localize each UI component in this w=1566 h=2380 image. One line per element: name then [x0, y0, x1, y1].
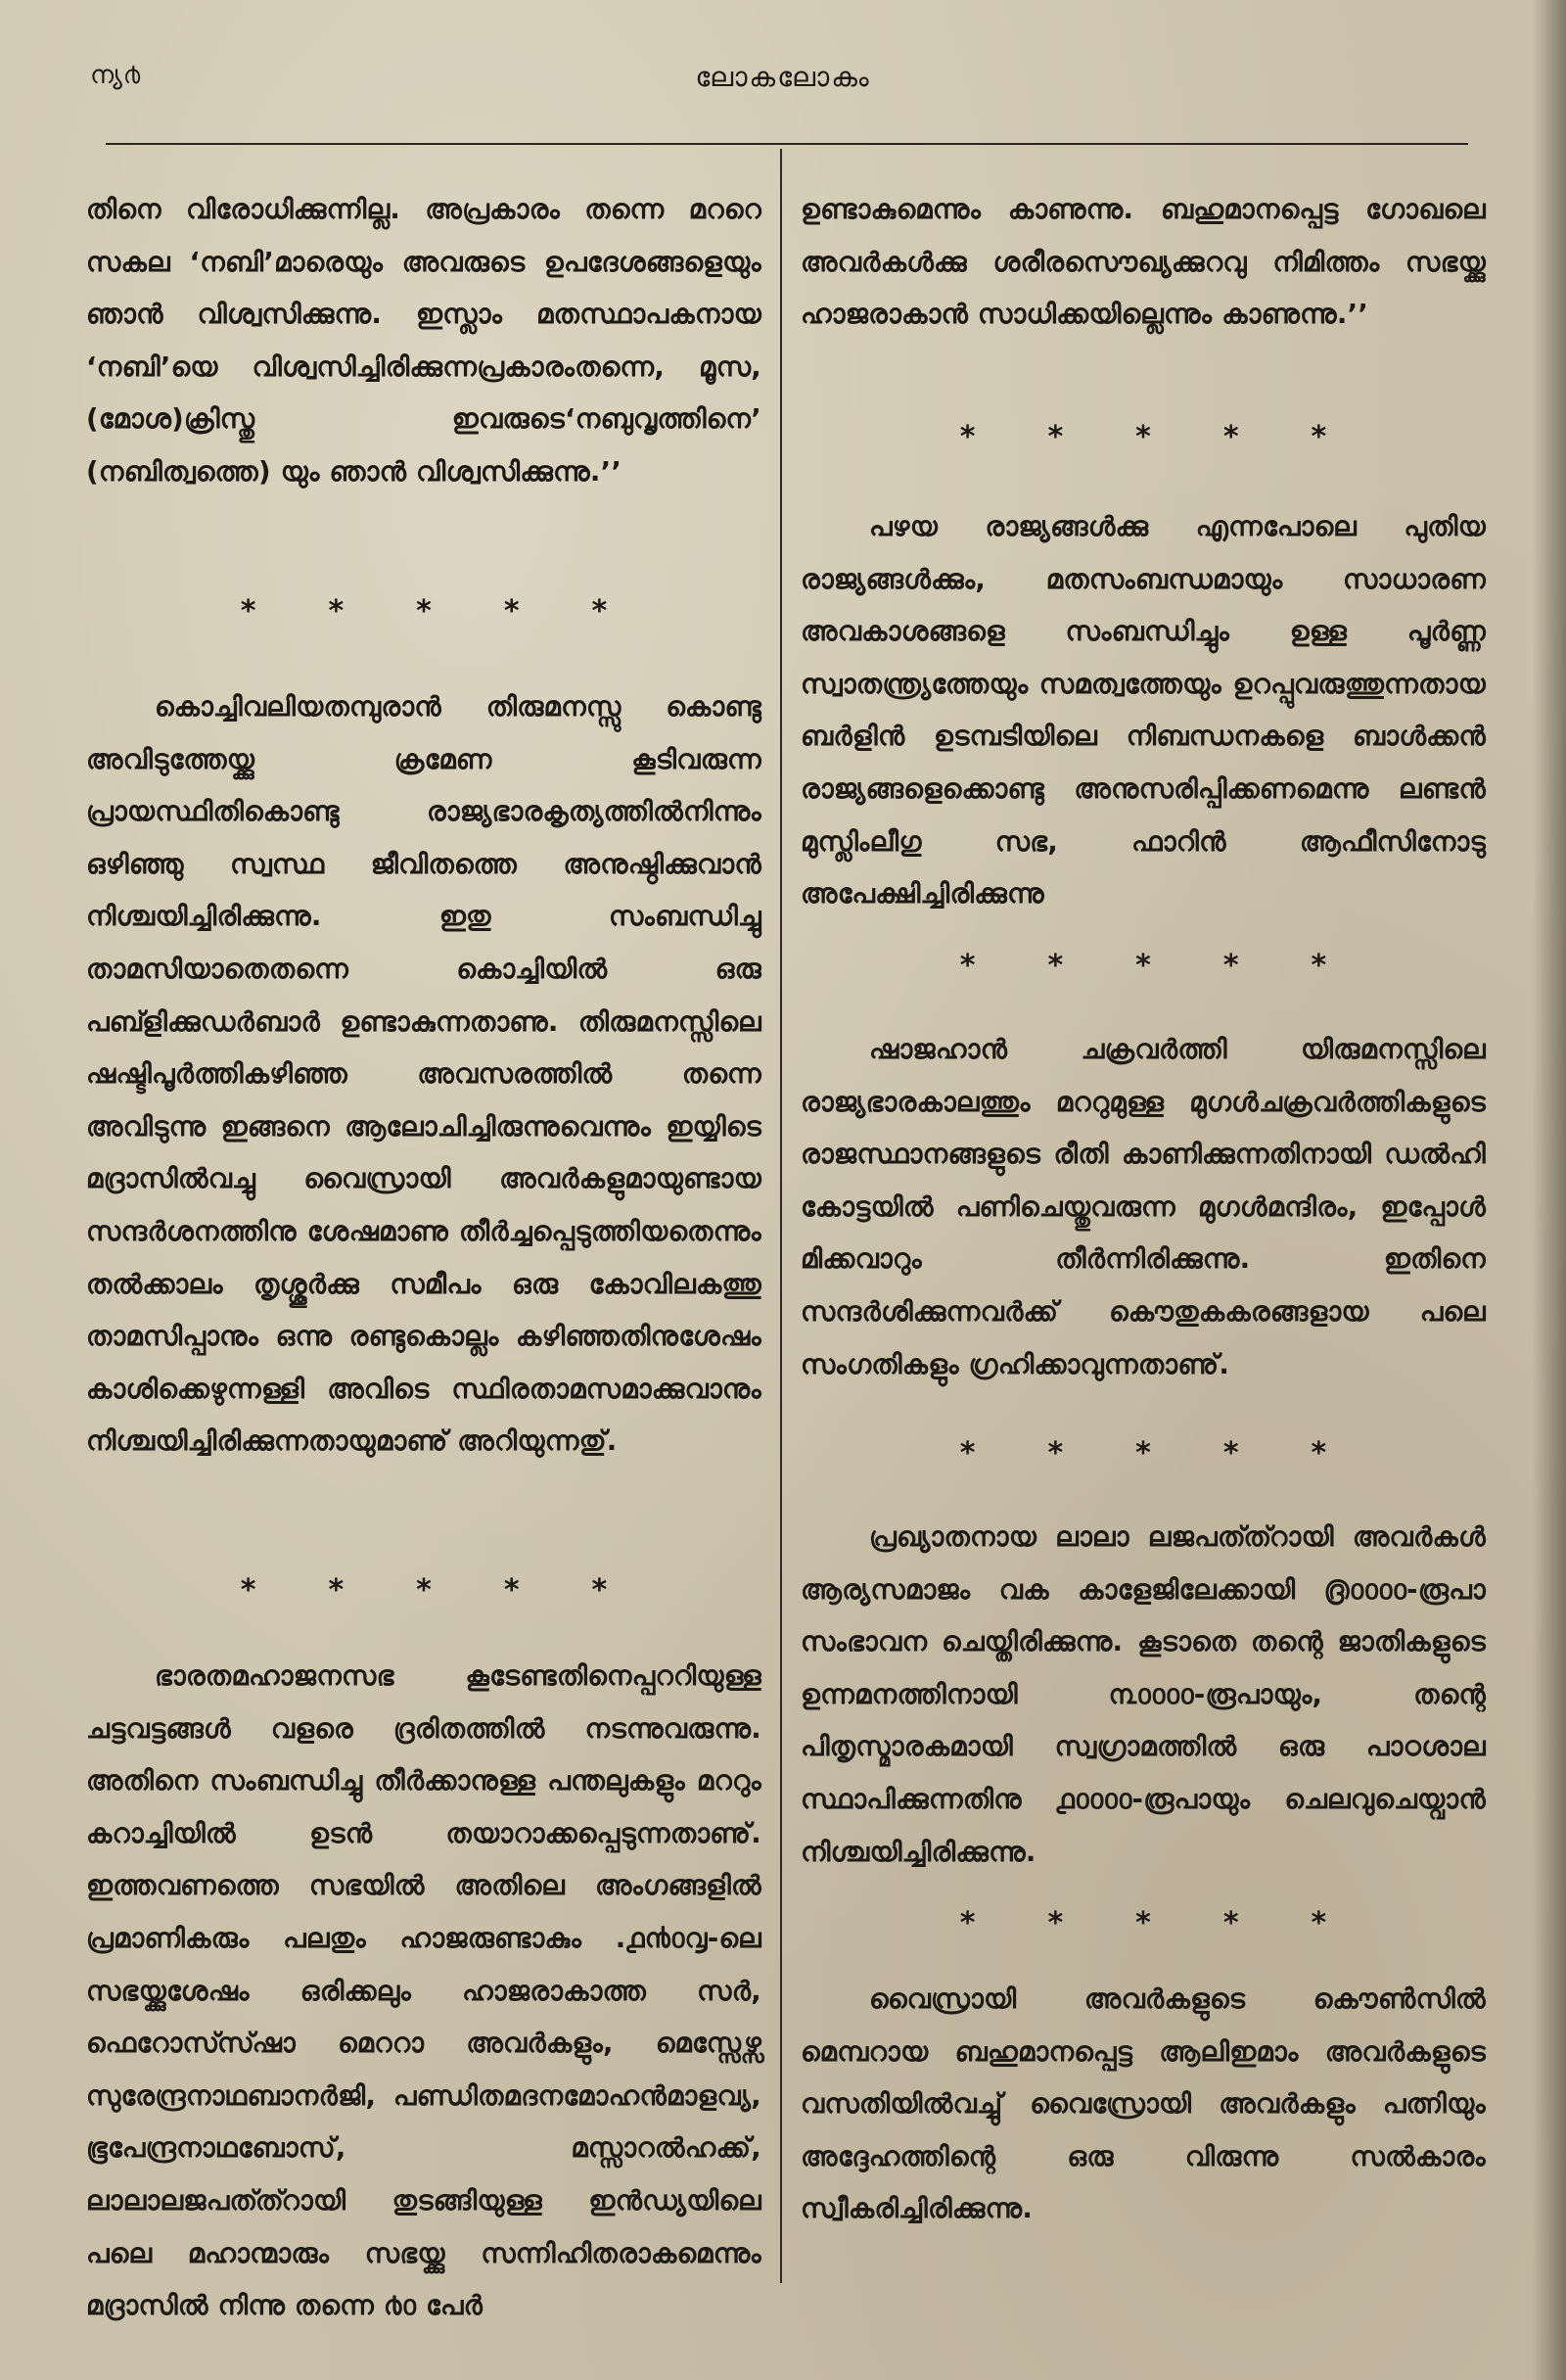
- article-paragraph: പഴയ രാജ്യങ്ങൾക്കു എന്നപോലെ പുതിയ രാജ്യങ്ങൾക്കും, മതസംബന്ധമായും സാധാരണ അവകാശങ്ങളെ സംബന്ധിച്ചും ഉള്ള പൂർണ്ണ സ്വാതന്ത്ര്യത്തേയും സമത്വത്തേയും ഉറപ്പുവരുത്തുന്നതായ ബർളിൻ ഉടമ്പടിയിലെ നിബന്ധനകളെ ബാൾക്കൻ രാജ്യങ്ങളെക്കൊണ്ടു അനുസരിപ്പിക്കണമെന്നു ലണ്ടൻ മുസ്ലിംലീഗു സഭ, ഫാറിൻ ആഫീസിനോടു അപേക്ഷിച്ചിരിക്കുന്നു: [801, 511, 1486, 910]
- section-separator: [801, 1906, 1486, 1940]
- star-ornament: *: [1135, 420, 1151, 454]
- article-paragraph: കൊച്ചിവലിയതമ്പുരാൻ തിരുമനസ്സു കൊണ്ടു അവിടുത്തേയ്ക്കു ക്രമേണ കൂടിവരുന്ന പ്രായസ്ഥിതികൊണ്ടു രാജ്യഭാരകൃത്യത്തിൽനിന്നും ഒഴിഞ്ഞു സ്വസ്ഥ ജീവിതത്തെ അനുഷ്ഠിക്കുവാൻ നിശ്ചയിച്ചിരിക്കുന്നു. ഇതു സംബന്ധിച്ചു താമസിയാതെതന്നെ കൊച്ചിയിൽ ഒരു പബ്ളിക്കുഡർബാർ ഉണ്ടാകുന്നതാണു. തിരുമനസ്സിലെ ഷഷ്ടിപൂർത്തികഴിഞ്ഞ അവസരത്തിൽ തന്നെ അവിടുന്നു ഇങ്ങനെ ആലോചിച്ചിരുന്നുവെന്നും ഇയ്യിടെ മദ്രാസിൽവച്ചു വൈസ്രായി അവർകളുമായുണ്ടായ സന്ദർശനത്തിനു ശേഷമാണു തീർച്ചപ്പെടുത്തിയതെന്നും തൽക്കാലം തൃശ്ശൂർക്കു സമീപം ഒരു കോവിലകത്തു താമസിപ്പാനും ഒന്നു രണ്ടുകൊല്ലം കഴിഞ്ഞതിനുശേഷം കാശിക്കെഴുന്നള്ളി അവിടെ സ്ഥിരതാമസമാക്കുവാനും നിശ്ചയിച്ചിരിക്കുന്നതായുമാണു് അറിയുന്നതു്.: [86, 691, 761, 1458]
- star-ornament: *: [1047, 949, 1064, 983]
- star-ornament: *: [591, 1573, 608, 1608]
- star-ornament: *: [503, 594, 520, 629]
- section-separator: [86, 594, 761, 629]
- star-ornament: *: [959, 1436, 976, 1470]
- star-ornament: *: [416, 594, 432, 629]
- star-ornament: *: [1222, 949, 1239, 983]
- journal-title: ലോകലോകം: [695, 61, 871, 93]
- star-ornament: *: [1311, 420, 1327, 454]
- star-ornament: *: [1222, 1436, 1239, 1470]
- left-column: [86, 184, 761, 2333]
- star-ornament: *: [1222, 1906, 1239, 1940]
- article-paragraph: ഭാരതമഹാജനസഭ കൂടേണ്ടതിനെപ്പററിയുള്ള ചട്ടവട്ടങ്ങൾ വളരെ ദ്രരിതത്തിൽ നടന്നുവരുന്നു. അതിനെ സംബന്ധിച്ചു തീർക്കാനുള്ള പന്തലുകളും മററും കറാച്ചിയിൽ ഉടൻ തയാറാക്കപ്പെടുന്നതാണു്. ഇത്തവണത്തെ സഭയിൽ അതിലെ അംഗങ്ങളിൽ പ്രമാണികരും പലതും ഹാജരുണ്ടാകും .൧൯൦൮-ലെ സഭയ്ക്കുശേഷം ഒരിക്കലും ഹാജരാകാത്ത സർ, ഫെറോസ്സ്ഷാ മെററാ അവർകളും, മെസ്സേഴ്സ സുരേന്ദ്രനാഥബാനർജി, പണ്ഡിതമദനമോഹൻമാളവ്യ, ഭൂപേന്ദ്രനാഥബോസ്, മസ്സാറൽഹക്ക്, ലാലാലജപത്ത്റായി തുടങ്ങിയുള്ള ഇൻഡ്യയിലെ പലെ മഹാന്മാരും സഭയ്ക്കു സന്നിഹിതരാകമെന്നും മദ്രാസിൽ നിന്നു തന്നെ ൪൦ പേർ: [86, 1660, 761, 2322]
- article-paragraph: ഷാജഹാൻ ചക്രവർത്തി യിരുമനസ്സിലെ രാജ്യഭാരകാലത്തും മററുമുള്ള മുഗൾചക്രവർത്തികളുടെ രാജസ്ഥാനങ്ങളുടെ രീതി കാണിക്കുന്നതിനായി ഡൽഹി കോട്ടയിൽ പണിചെയ്തുവരുന്ന മുഗൾമന്ദിരം, ഇപ്പോൾ മിക്കവാറും തീർന്നിരിക്കുന്നു. ഇതിനെ സന്ദർശിക്കുന്നവർക്ക് കൌതുകകരങ്ങളായ പലെ സംഗതികളും ഗ്രഹിക്കാവുന്നതാണു്.: [801, 1034, 1486, 1380]
- star-ornament: *: [328, 594, 345, 629]
- section-separator: [86, 1573, 761, 1608]
- page-number: ന്യ൪: [90, 61, 142, 90]
- star-ornament: *: [1135, 949, 1151, 983]
- star-ornament: *: [591, 594, 608, 629]
- star-ornament: *: [1047, 1906, 1064, 1940]
- star-ornament: *: [1311, 1436, 1327, 1470]
- star-ornament: *: [416, 1573, 432, 1608]
- article-paragraph: വൈസ്രായി അവർകളുടെ കൌൺസിൽ മെമ്പറായ ബഹുമാനപ്പെട്ട ആലിഇമാം അവർകളുടെ വസതിയിൽവച്ചു് വൈസ്രോയി അവർകളും പത്നിയും അദ്ദേഹത്തിന്റെ ഒരു വിരുന്നു സൽകാരം സ്വീകരിച്ചിരിക്കുന്നു.: [801, 1983, 1486, 2225]
- star-ornament: *: [959, 949, 976, 983]
- article-paragraph: ഉണ്ടാകുമെന്നും കാണുന്നു. ബഹുമാനപ്പെട്ട ഗോഖലെ അവർകൾക്കു ശരീരസൌഖ്യക്കുറവു നിമിത്തം സഭയ്ക്കു ഹാജരാകാൻ സാധിക്കയില്ലെന്നും കാണുന്നു.’’: [801, 194, 1486, 331]
- section-separator: [801, 949, 1486, 983]
- star-ornament: *: [1222, 420, 1239, 454]
- star-ornament: *: [240, 594, 256, 629]
- star-ornament: *: [1047, 1436, 1064, 1470]
- article-paragraph: തിനെ വിരോധിക്കുന്നില്ല. അപ്രകാരം തന്നെ മററെ സകല ‘നബി’മാരെയും അവരുടെ ഉപദേശങ്ങളെയും ഞാൻ വിശ്വസിക്കുന്നു. ഇസ്ലാം മതസ്ഥാപകനായ ‘നബി’യെ വിശ്വസിച്ചിരിക്കുന്നപ്രകാരംതന്നെ, മൂസ,(മോശ)ക്രിസ്തു ഇവരുടെ‘നബുവൃത്തിനെ’ (നബിത്വത്തെ) യും ഞാൻ വിശ്വസിക്കുന്നു.’’: [86, 194, 761, 488]
- star-ornament: *: [240, 1573, 256, 1608]
- star-ornament: *: [328, 1573, 345, 1608]
- star-ornament: *: [1135, 1436, 1151, 1470]
- running-head: [0, 51, 1566, 110]
- star-ornament: *: [1311, 949, 1327, 983]
- section-separator: [801, 420, 1486, 454]
- column-divider: [780, 149, 782, 2283]
- star-ornament: *: [503, 1573, 520, 1608]
- section-separator: [801, 1436, 1486, 1470]
- star-ornament: *: [1311, 1906, 1327, 1940]
- star-ornament: *: [1135, 1906, 1151, 1940]
- star-ornament: *: [959, 1906, 976, 1940]
- page-edge-shadow: [1533, 0, 1566, 2380]
- article-paragraph: പ്രഖ്യാതനായ ലാലാ ലജപത്ത്റായി അവർകൾ ആര്യസമാജം വക കാളേജിലേക്കായി ൫൦൦൦൦-രൂപാ സംഭാവന ചെയ്തിരിക്കുന്നു. കൂടാതെ തന്റെ ജാതികളുടെ ഉന്നമനത്തിനായി ൩൦൦൦൦-രൂപായും, തന്റെ പിതൃസ്മാരകമായി സ്വഗ്രാമത്തിൽ ഒരു പാഠശാല സ്ഥാപിക്കുന്നതിനു ൧൦൦൦൦-രൂപായും ചെലവുചെയ്വാൻ നിശ്ചയിച്ചിരിക്കുന്നു.: [801, 1521, 1486, 1868]
- right-column: [801, 184, 1486, 2236]
- star-ornament: *: [1047, 420, 1064, 454]
- header-rule: [106, 143, 1468, 145]
- star-ornament: *: [959, 420, 976, 454]
